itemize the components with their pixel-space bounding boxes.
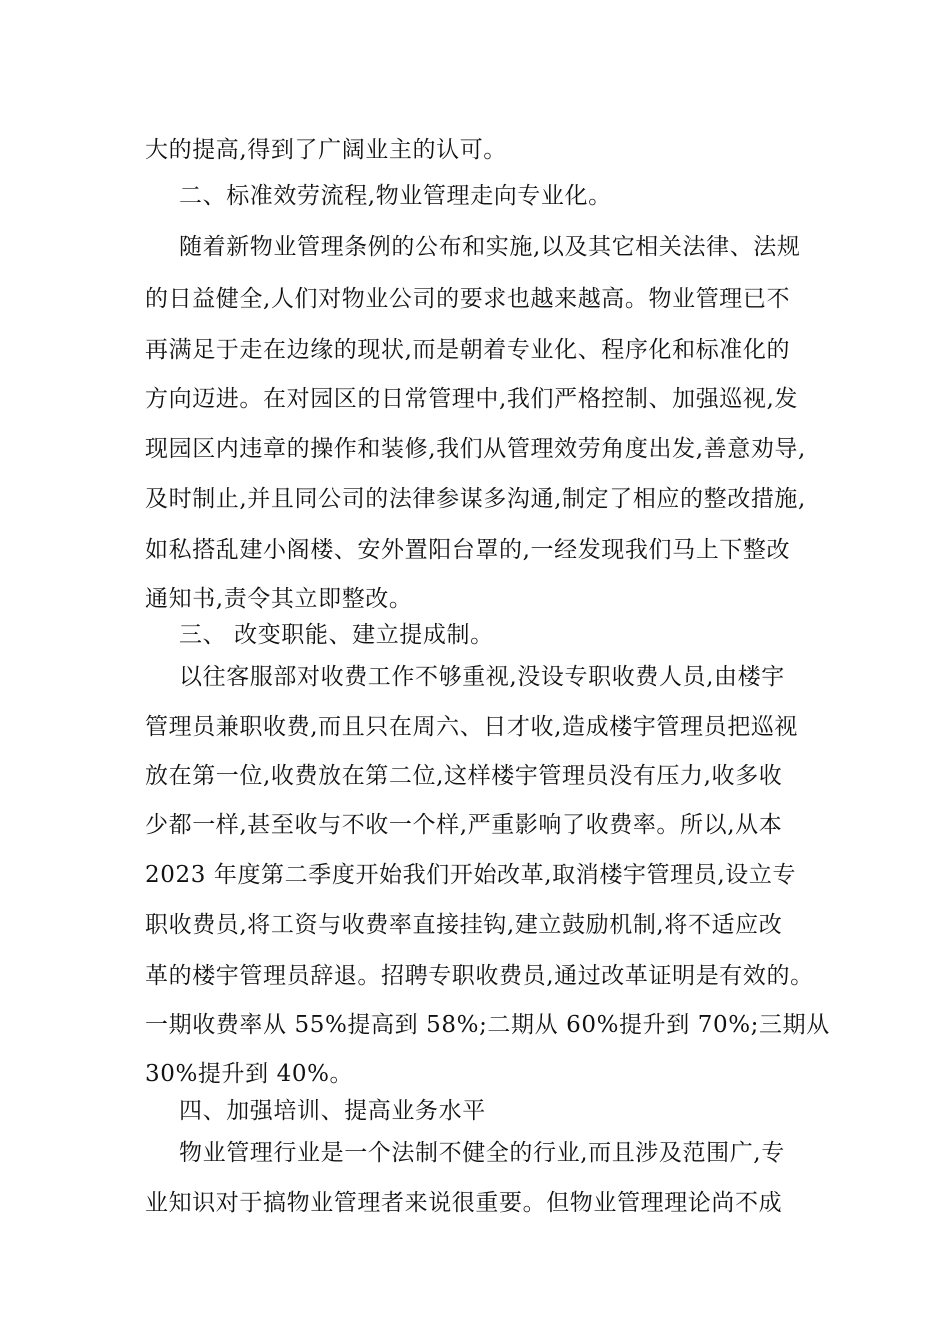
text-line: 放在第一位,收费放在第二位,这样楼宇管理员没有压力,收多收 [145, 763, 783, 789]
text-line: 管理员兼职收费,而且只在周六、日才收,造成楼宇管理员把巡视 [145, 714, 799, 740]
text-line: 业知识对于搞物业管理者来说很重要。但物业管理理论尚不成 [145, 1190, 783, 1216]
section-heading: 四、加强培训、提高业务水平 [179, 1098, 486, 1124]
text-line: 随着新物业管理条例的公布和实施,以及其它相关法律、法规 [179, 234, 801, 260]
text-line: 一期收费率从 55%提高到 58%;二期从 60%提升到 70%;三期从 [145, 1012, 830, 1038]
text-line: 以往客服部对收费工作不够重视,没设专职收费人员,由楼宇 [179, 664, 785, 690]
text-line: 再满足于走在边缘的现状,而是朝着专业化、程序化和标准化的 [145, 337, 791, 363]
text-line: 方向迈进。在对园区的日常管理中,我们严格控制、加强巡视,发 [145, 386, 799, 412]
text-line: 2023 年度第二季度开始我们开始改革,取消楼宇管理员,设立专 [145, 862, 797, 888]
text-line: 革的楼宇管理员辞退。招聘专职收费员,通过改革证明是有效的。 [145, 963, 814, 989]
text-line: 物业管理行业是一个法制不健全的行业,而且涉及范围广,专 [179, 1140, 785, 1166]
section-heading: 二、标准效劳流程,物业管理走向专业化。 [179, 183, 612, 209]
text-line: 及时制止,并且同公司的法律参谋多沟通,制定了相应的整改措施, [145, 486, 806, 512]
text-line: 通知书,责令其立即整改。 [145, 586, 413, 612]
text-line: 大的提高,得到了广阔业主的认可。 [145, 137, 507, 163]
text-line: 现园区内违章的操作和装修,我们从管理效劳角度出发,善意劝导, [145, 436, 806, 462]
text-line: 如私搭乱建小阁楼、安外置阳台罩的,一经发现我们马上下整改 [145, 537, 791, 563]
text-line: 职收费员,将工资与收费率直接挂钩,建立鼓励机制,将不适应改 [145, 912, 783, 938]
text-line: 少都一样,甚至收与不收一个样,严重影响了收费率。所以,从本 [145, 812, 783, 838]
section-heading: 三、 改变职能、建立提成制。 [179, 622, 494, 648]
text-line: 30%提升到 40%。 [145, 1061, 354, 1087]
text-line: 的日益健全,人们对物业公司的要求也越来越高。物业管理已不 [145, 286, 791, 312]
